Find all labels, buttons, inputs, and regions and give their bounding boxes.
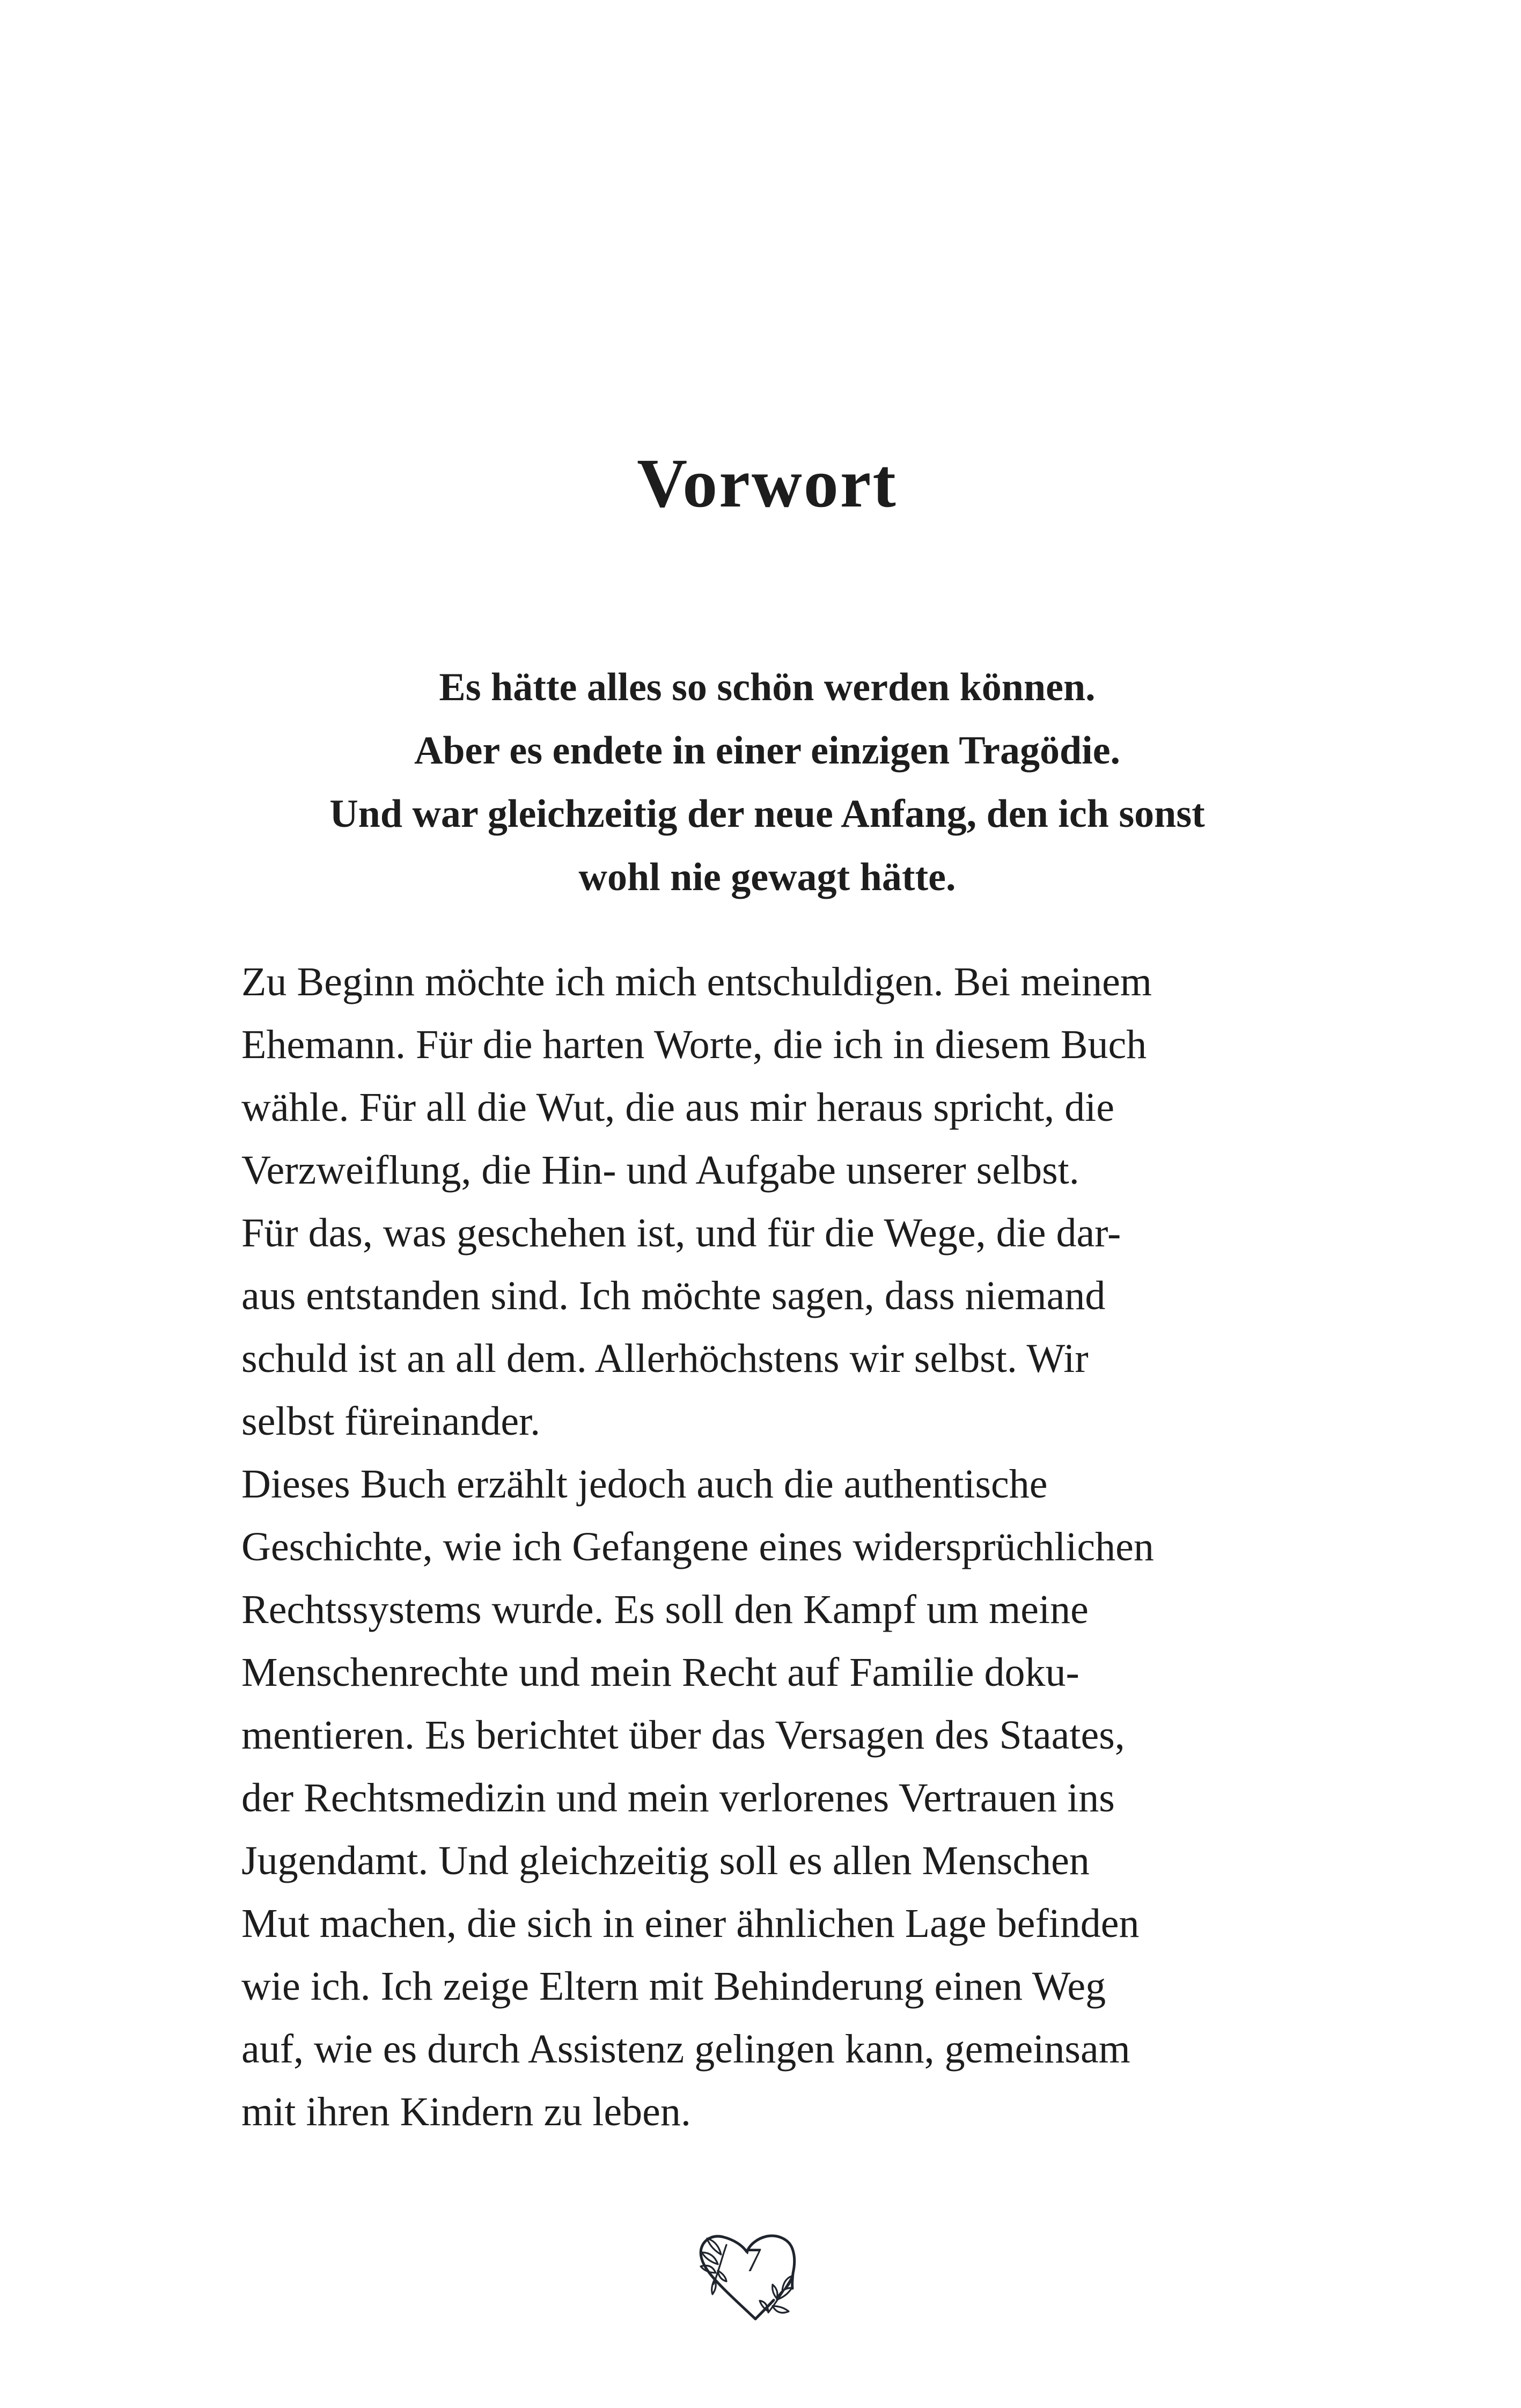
body-line: Mut machen, die sich in einer ähnlichen Lage befinden xyxy=(241,1901,1140,1946)
body-line: der Rechtsmedizin und mein verlorenes Vertrauen ins xyxy=(241,1775,1115,1820)
epigraph-line: wohl nie gewagt hätte. xyxy=(578,855,956,899)
body-line: Für das, was geschehen ist, und für die Wege, die dar- xyxy=(241,1210,1121,1256)
epigraph-line: Es hätte alles so schön werden können. xyxy=(439,665,1096,709)
leaf-branch-bottom-right-icon xyxy=(760,2276,792,2312)
body-line: mentieren. Es berichtet über das Versagen des Staates, xyxy=(241,1713,1125,1758)
body-line: Jugendamt. Und gleichzeitig soll es allen Menschen xyxy=(241,1838,1090,1883)
body-line: schuld ist an all dem. Allerhöchstens wir selbst. Wir xyxy=(241,1336,1089,1381)
body-line: Zu Beginn möchte ich mich entschuldigen. Bei meinem xyxy=(241,959,1152,1004)
body-line: Dieses Buch erzählt jedoch auch die authentische xyxy=(241,1462,1048,1507)
body-line: Rechtssystems wurde. Es soll den Kampf um meine xyxy=(241,1587,1089,1632)
epigraph xyxy=(241,656,1293,909)
body-line: wie ich. Ich zeige Eltern mit Behinderung einen Weg xyxy=(241,1964,1106,2009)
epigraph-line: Aber es endete in einer einzigen Tragödie. xyxy=(414,729,1121,773)
body-line: mit ihren Kindern zu leben. xyxy=(241,2089,691,2134)
body-line: aus entstanden sind. Ich möchte sagen, dass niemand xyxy=(241,1273,1106,1318)
page-title: Vorwort xyxy=(637,445,898,522)
body-line: Geschichte, wie ich Gefangene eines widersprüchlichen xyxy=(241,1524,1154,1569)
body-line: Menschenrechte und mein Recht auf Familie doku- xyxy=(241,1650,1079,1695)
page-number: 7 xyxy=(745,2241,762,2279)
body-line: wähle. Für all die Wut, die aus mir heraus spricht, die xyxy=(241,1085,1115,1130)
body-line: Ehemann. Für die harten Worte, die ich in diesem Buch xyxy=(241,1022,1147,1067)
body-text xyxy=(241,951,1293,2143)
body-line: selbst füreinander. xyxy=(241,1399,541,1444)
page-footer-ornament xyxy=(687,2221,815,2334)
body-line: Verzweiflung, die Hin- und Aufgabe unserer selbst. xyxy=(241,1148,1079,1193)
body-line: auf, wie es durch Assistenz gelingen kann, gemeinsam xyxy=(241,2027,1130,2072)
epigraph-line: Und war gleichzeitig der neue Anfang, den ich sonst xyxy=(329,792,1205,836)
